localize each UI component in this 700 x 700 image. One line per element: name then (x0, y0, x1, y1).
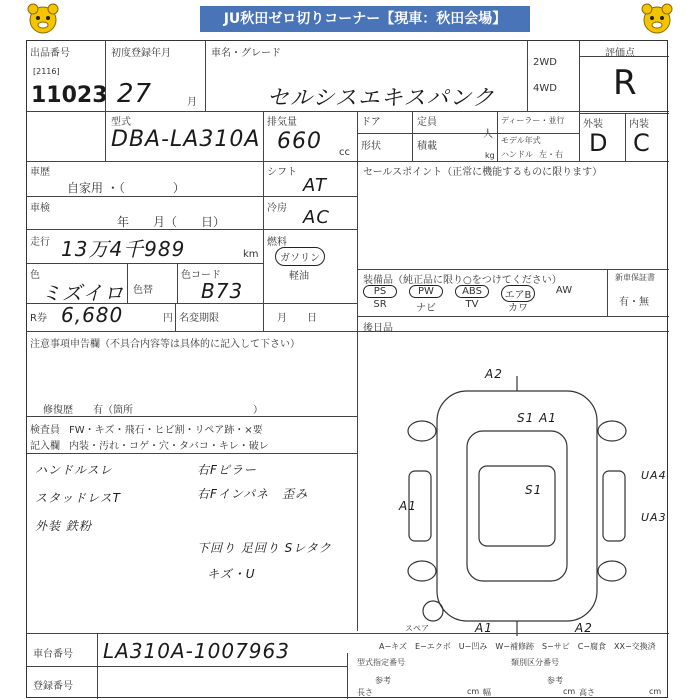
displacement-value: 660 (277, 129, 322, 154)
equipment-item: PS (363, 285, 397, 298)
doors-label: ドア (361, 117, 381, 128)
page-title: JU秋田ゼロ切りコーナー【現車：秋田会場】 (200, 6, 530, 32)
name-change-label: 名変期限 (179, 313, 219, 324)
auction-sheet (26, 40, 668, 698)
warranty-value: 有・無 (619, 297, 649, 308)
interior-label: 内装 (629, 119, 649, 130)
2wd-label: 2WD (533, 57, 557, 68)
color-code-label: 色コード (181, 270, 221, 281)
note-line: ハンドルスレ (35, 463, 113, 477)
ac-value: AC (303, 207, 330, 228)
header-bar (0, 0, 700, 38)
equipment-item: ABS (455, 285, 489, 298)
exterior-label: 外装 (583, 119, 603, 130)
equipment-item: AW (555, 285, 573, 296)
spare-label: スペア (405, 624, 429, 633)
note-line: キズ・U (207, 567, 256, 581)
shift-value: AT (303, 175, 327, 196)
damage-mark: A1 (475, 621, 493, 635)
inspection-value: 年 月（ 日） (117, 215, 226, 229)
legend-text: A−キズ E−エクボ U−凹み W−補修跡 S−サビ C−腐食 XX−交換済 (379, 642, 656, 651)
damage-mark: UA3 (641, 511, 667, 524)
height-label: 高さ (579, 688, 595, 697)
displacement-label: 排気量 (267, 117, 297, 128)
model-type-value: DBA-LA310A (111, 127, 261, 152)
equipment-item: ナビ (416, 303, 436, 314)
inspection-row-label: 検査員 (30, 425, 60, 436)
recycle-label: R券 (30, 313, 47, 324)
inspection-label: 車検 (30, 203, 50, 214)
chassis-number-value: LA310A-1007963 (103, 639, 290, 663)
dealer-parallel-label: ディーラー・並行 (501, 116, 565, 125)
note-line: 右Fインパネ 歪み (197, 487, 309, 501)
note-line: 外装 鉄粉 (35, 519, 92, 533)
notes-area (27, 453, 357, 633)
lot-number-value: 11023 (31, 83, 108, 108)
bear-mascot-icon (26, 2, 60, 36)
lot-number-label: 出品番号 (30, 48, 70, 59)
damage-mark: S1 A1 (517, 411, 557, 425)
color-value: ミズイロ (41, 281, 125, 305)
category-number-label: 類別区分番号 (511, 658, 559, 667)
equipment-item: カワ (508, 303, 528, 314)
history-value: 自家用 ・（ ） (67, 181, 185, 195)
handle-label: ハンドル (501, 150, 533, 159)
width-label: 幅 (483, 688, 491, 697)
model-year-label: モデル年式 (501, 136, 541, 145)
score-label: 評価点 (605, 48, 635, 59)
check2-text: 内装・汚れ・コゲ・穴・タバコ・キレ・破レ (69, 441, 269, 452)
kg-label: kg (485, 151, 495, 160)
model-type-label: 型式 (111, 117, 131, 128)
warranty-label: 新車保証書 (615, 273, 655, 282)
equipment-item: TV (465, 299, 479, 310)
car-name-label: 車名・グレード (211, 48, 281, 59)
load-capacity-label: 積載 (417, 141, 437, 152)
damage-mark: S1 (525, 483, 543, 497)
name-change-value: 月 日 (277, 313, 317, 324)
interior-grade-value: C (633, 129, 651, 157)
lot-sub-value: [2116] (33, 67, 60, 76)
equipment-label: 装備品（純正品に限り○をつけてください） (363, 275, 562, 286)
exterior-grade-value: D (589, 129, 609, 157)
capacity-label: 定員 (417, 117, 437, 128)
mileage-label: 走行 (30, 237, 50, 248)
length-label: 長さ (357, 688, 373, 697)
reference-label: 参考 (375, 676, 391, 685)
fuel-other-value: 軽油 (289, 271, 309, 282)
cm-label: cm (649, 687, 662, 696)
equipment-item: PW (409, 285, 443, 298)
score-value: R (613, 63, 638, 103)
damage-mark: A1 (399, 499, 417, 513)
cm-label: cm (563, 687, 576, 696)
reference-label: 参考 (547, 676, 563, 685)
fuel-circled-value: ガソリン (275, 247, 325, 266)
check1-text: FW・キズ・飛石・ヒビ割・リペア跡・×要 (69, 425, 263, 436)
note-line: 下回り 足回り Sレタク (197, 541, 332, 555)
km-label: km (243, 249, 259, 260)
person-label: 人 (483, 129, 493, 140)
handle-options: 左・右 (539, 150, 563, 159)
damage-mark: UA4 (641, 469, 667, 482)
shift-label: シフト (267, 167, 297, 178)
sales-points-label: セールスポイント（正常に機能するものに限ります） (363, 167, 603, 178)
history-label: 車歴 (30, 167, 50, 178)
mileage-value: 13万4千989 (61, 237, 186, 261)
recycle-value: 6,680 (61, 303, 124, 327)
equipment-item: エアB (501, 285, 535, 302)
note-line: スタッドレスT (35, 491, 121, 505)
cc-label: cc (339, 147, 350, 158)
color-label: 色 (30, 270, 40, 281)
cm-label: cm (467, 687, 480, 696)
color-change-label: 色替 (133, 285, 153, 296)
damage-mark: A2 (575, 621, 593, 635)
color-code-value: B73 (201, 279, 244, 303)
year-value: 27 (117, 79, 153, 109)
rear-seat-label: 後日品 (363, 323, 393, 334)
equipment-item: SR (373, 299, 387, 310)
bear-mascot-icon (640, 2, 674, 36)
4wd-label: 4WD (533, 83, 557, 94)
car-name-value: セルシスエキスパンク (267, 86, 495, 111)
yen-label: 円 (163, 313, 173, 324)
note-line: 右Fピラー (197, 463, 257, 477)
notes-header: 注意事項申告欄（不具合内容等は具体的に記入して下さい） (30, 339, 300, 350)
repair-history-label: 修復歴 有（箇所 ） (43, 405, 263, 416)
first-registration-label: 初度登録年月 (111, 48, 171, 59)
registration-number-label: 登録番号 (33, 681, 73, 692)
chassis-number-label: 車台番号 (33, 649, 73, 660)
record-row-label: 記入欄 (30, 441, 60, 452)
shape-label: 形状 (361, 141, 381, 152)
fuel-label: 燃料 (267, 237, 287, 248)
month-label: 月 (187, 97, 197, 108)
type-designation-label: 型式指定番号 (357, 658, 405, 667)
damage-mark: A2 (485, 367, 503, 381)
ac-label: 冷房 (267, 203, 287, 214)
